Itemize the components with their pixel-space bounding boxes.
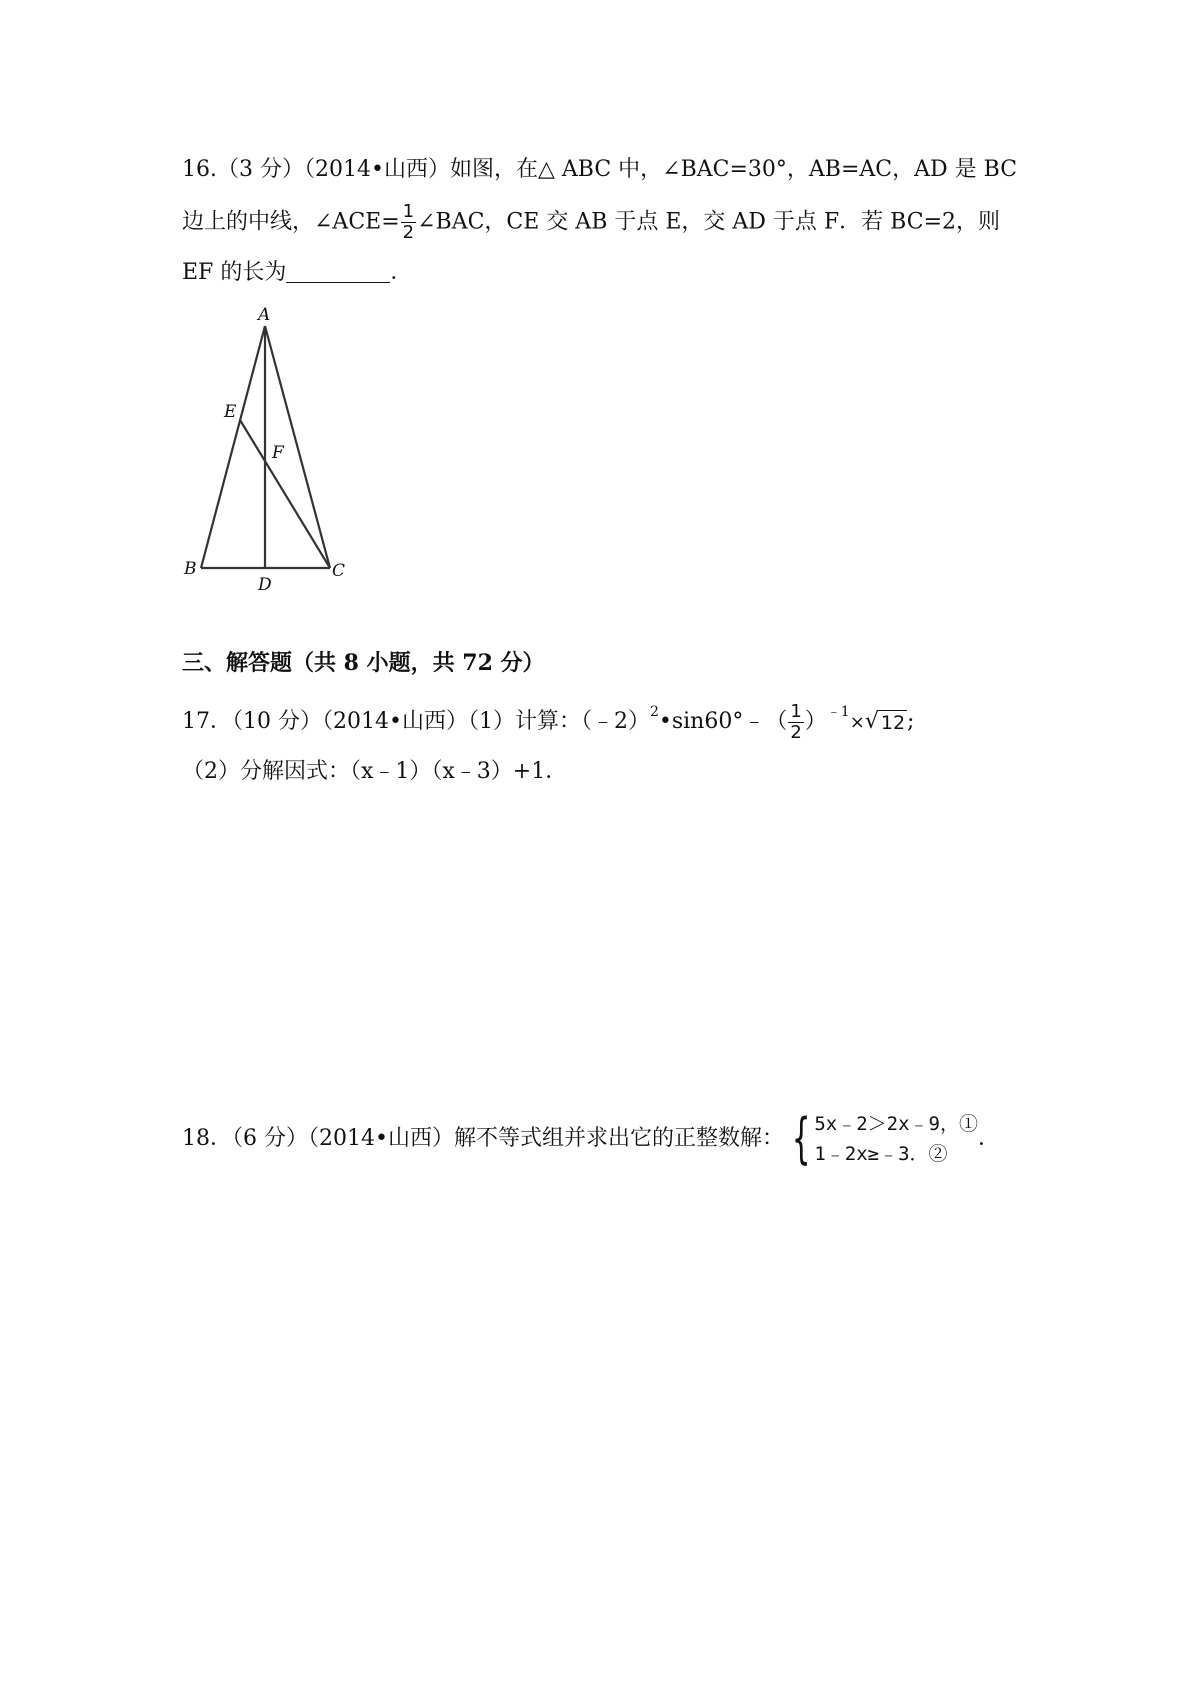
- q17-fraction-numerator: 1: [790, 700, 802, 722]
- label-c: C: [332, 561, 346, 581]
- q16-fraction-denominator: 2: [402, 222, 415, 243]
- q17-mid: •sin60°﹣（: [658, 709, 788, 734]
- inequality-1: 5x﹣2＞2x﹣9，①: [814, 1113, 978, 1135]
- q17-fraction-denominator: 2: [790, 721, 802, 743]
- q17-line2: （2）分解因式：（x﹣1）（x﹣3）+1．: [182, 759, 568, 784]
- q16-line3-before: EF 的长为: [182, 260, 287, 285]
- q17-times: ×: [849, 712, 865, 733]
- inequality-system: [784, 1108, 978, 1170]
- label-b: B: [184, 559, 197, 579]
- q16-line3: [182, 258, 1022, 288]
- q16-line2-before: 边上的中线，∠ACE=: [182, 209, 400, 235]
- q17-exponent-2: 2: [649, 704, 659, 720]
- q18-prefix: 18．（6 分）（2014•山西）解不等式组并求出它的正整数解：: [182, 1126, 784, 1151]
- q16-line2: [182, 202, 1022, 243]
- label-f: F: [272, 443, 284, 463]
- q16-line2-after: ∠BAC，CE 交 AB 于点 E，交 AD 于点 F．若 BC=2，则: [417, 209, 1001, 235]
- label-d: D: [258, 575, 272, 594]
- q17-exponent-neg1: ﹣1: [826, 704, 850, 720]
- triangle-figure: [178, 304, 368, 594]
- section-heading: 三、解答题（共 8 小题，共 72 分）: [182, 650, 545, 676]
- q16-line1: 16.（3 分）（2014•山西）如图，在△ ABC 中，∠BAC=30°，AB=AC，AD 是 BC: [182, 157, 1018, 182]
- q18-line: [182, 1108, 1022, 1170]
- q16-fraction: [401, 202, 416, 243]
- q18-end: ．: [977, 1126, 1000, 1151]
- left-brace-icon: {: [791, 1107, 811, 1170]
- inequality-2: 1﹣2x≥﹣3．②: [814, 1143, 948, 1165]
- q17-sqrt: [865, 709, 907, 735]
- q17-close-paren: ）: [804, 709, 827, 734]
- q17-radicand: 12: [880, 712, 906, 734]
- q16-line3-after: ．: [390, 260, 413, 285]
- q16-fraction-numerator: 1: [402, 201, 415, 222]
- segment-ce: [240, 420, 330, 568]
- sqrt-icon: √: [864, 709, 879, 734]
- q17-line1: [182, 697, 1022, 743]
- label-e: E: [224, 402, 237, 422]
- label-a: A: [258, 305, 271, 325]
- q17-prefix: 17．（10 分）（2014•山西）（1）计算：（﹣2）: [182, 709, 650, 734]
- answer-blank: [286, 260, 390, 283]
- q17-fraction: [788, 702, 803, 743]
- q17-end: ;: [907, 709, 915, 734]
